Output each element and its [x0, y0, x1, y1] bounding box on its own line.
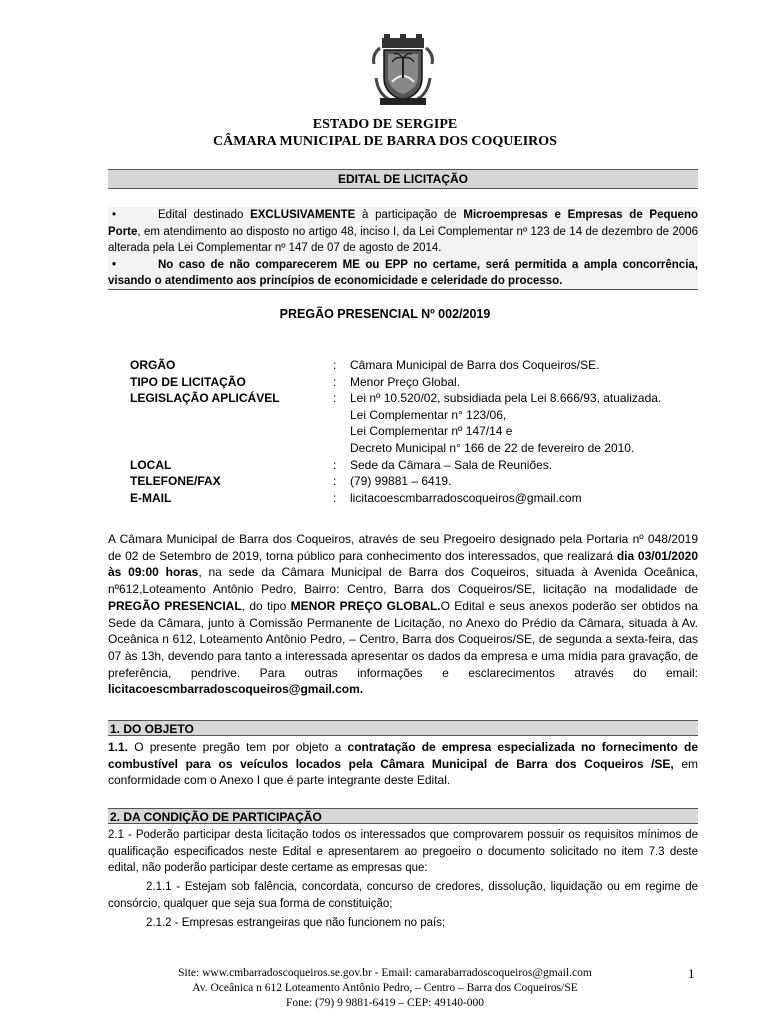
municipal-crest-logo — [370, 34, 436, 108]
page-footer — [0, 966, 770, 1011]
notice-bullet-2: • No caso de não comparecerem ME ou EPP no certame, será permitida a ampla concorrência, visando o atendimento aos princípios de economicidade e celeridade do processo. — [108, 258, 698, 287]
bullet-icon: • — [112, 209, 117, 221]
info-row-legislacao-3: Lei Complementar nº 147/14 e — [350, 424, 513, 439]
pregao-title: PREGÃO PRESENCIAL Nº 002/2019 — [279, 307, 491, 321]
info-row-tipo: TIPO DE LICITAÇÃO : Menor Preço Global. — [130, 374, 461, 389]
info-row-email: E-MAIL : licitacoescmbarradoscoqueiros@gmail.com — [130, 490, 710, 507]
info-row-telefone: TELEFONE/FAX : (79) 99881 – 6419. — [130, 474, 452, 489]
footer-line-3: Fone: (79) 9 9881-6419 – CEP: 49140-000 — [285, 997, 485, 1009]
section-1-heading: 1. DO OBJETO — [108, 720, 698, 736]
intro-paragraph: A Câmara Municipal de Barra dos Coqueiros, através de seu Pregoeiro designado pela Portaria nº 048/2019 de 02 de Setembro de 2019, torna público para conhecimento dos interessados, que realizará dia 03/01/2020 às 09:00 horas, na sede da Câmara Municipal de Barra dos Coqueiros, situada à Avenida Oceânica, nº612,Loteamento Antônio Pedro, Bairro: Centro, Barra dos Coqueiros/SE, licitação na modalidade de PREGÃO PRESENCIAL, do tipo MENOR PREÇO GLOBAL.O Edital e seus anexos poderão ser obtidos na Sede da Câmara, junto à Comissão Permanente de Licitação, no Anexo do Prédio da Câmara, situada à Av. Oceânica n 612, Loteamento Antônio Pedro, – Centro, Barra dos Coqueiros/SE, de segunda a sexta-feira, das 07 às 13h, devendo para tanto a interessada apresentar os dados da empresa e uma mídia para gravação, de preferência, pendrive. Para outras informações e esclarecimentos através do email: licitacoescmbarradoscoqueiros@gmail.com. — [108, 532, 699, 697]
info-row-legislacao: LEGISLAÇÃO APLICÁVEL : Lei nº 10.520/02, subsidiada pela Lei 8.666/93, atualizada. — [130, 391, 662, 406]
email-link[interactable]: licitacoescmbarradoscoqueiros@gmail.com — [350, 490, 582, 505]
footer-line-2: Av. Oceânica n 612 Loteamento Antônio Pedro, – Centro – Barra dos Coqueiros/SE — [192, 982, 578, 994]
section-2-heading: 2. DA CONDIÇÃO DE PARTICIPAÇÃO — [108, 808, 698, 824]
section-1-body: 1.1. O presente pregão tem por objeto a contratação de empresa especializada no fornecimento de combustível para os veículos locados pela Câmara Municipal de Barra dos Coqueiros /SE, em conformidade com o Anexo I que é parte integrante deste Edital. — [108, 740, 698, 788]
section-2-body: 2.1 - Poderão participar desta licitação todos os interessados que comprovarem possuir os requisitos mínimos de qualificação especificados neste Edital e apresentarem ao pregoeiro o documento solicitado no item 7.3 deste edital, não poderão participar deste certame as empresas que: 2.1.1 - Estejam sob falência, concordata, concurso de credores, dissolução, liquidação ou em regime de consórcio, qualquer que seja sua forma de constituição; 2.1.2 - Empresas estrangeiras que não funcionem no país; — [108, 829, 698, 929]
notice-bullet-1: • Edital destinado EXCLUSIVAMENTE à participação de Microempresas e Empresas de Pequeno Porte, em atendimento ao disposto no artigo 48, inciso I, da Lei Complementar nº 123 de 14 de dezembro de 2006 alterada pela Lei Complementar nº 147 de 07 de agosto de 2014. — [108, 209, 698, 254]
state-heading: ESTADO DE SERGIPE — [312, 117, 458, 132]
page-number: 1 — [688, 966, 695, 981]
footer-line-1: Site: www.cmbarradoscoqueiros.se.gov.br - Email: camarabarradoscoqueiros@gmail.com — [178, 967, 592, 979]
info-row-local: LOCAL : Sede da Câmara – Sala de Reuniões. — [130, 457, 553, 472]
bullet-icon: • — [112, 258, 117, 271]
notice-box — [108, 207, 698, 290]
info-table — [130, 357, 710, 506]
edital-title-band: EDITAL DE LICITAÇÃO — [108, 169, 698, 189]
info-row-orgao: ORGÃO : Câmara Municipal de Barra dos Coqueiros/SE. — [130, 358, 600, 372]
chamber-heading: CÂMARA MUNICIPAL DE BARRA DOS COQUEIROS — [213, 134, 557, 149]
info-row-legislacao-2: Lei Complementar n° 123/06, — [350, 407, 507, 422]
info-row-legislacao-4: Decreto Municipal n° 166 de 22 de fevereiro de 2010. — [350, 440, 635, 455]
